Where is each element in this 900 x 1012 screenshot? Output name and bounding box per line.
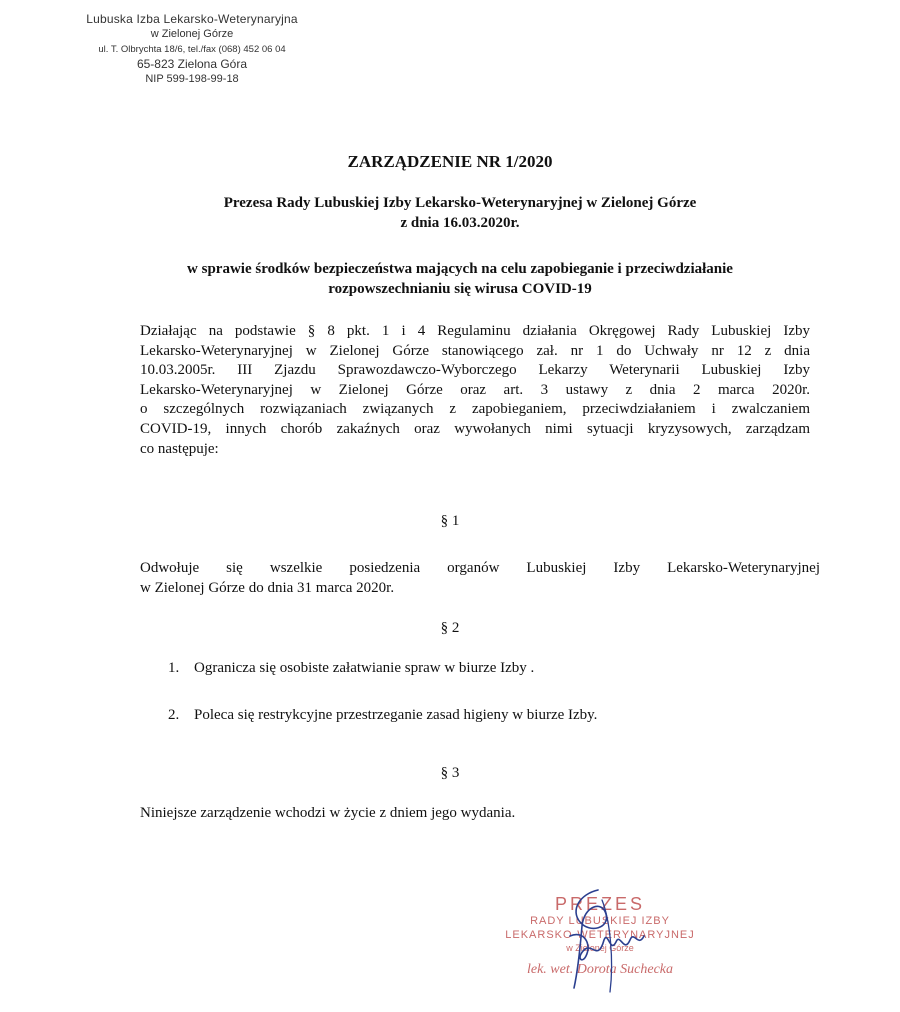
list-item-text: Ogranicza się osobiste załatwianie spraw w biurze Izby .: [194, 660, 535, 676]
stamp-signer-name: lek. wet. Dorota Suchecka: [526, 962, 674, 977]
stamp-line-3: w Zielonej Górze: [566, 943, 634, 953]
section-1-line: Odwołuje się wszelkie posiedzenia organów Lubuskiej Izby Lekarsko-Weterynaryjnej: [140, 560, 820, 576]
subtitle-issuer: Prezesa Rady Lubuskiej Izby Lekarsko-Weterynaryjnej w Zielonej Górze: [223, 195, 697, 211]
preamble-line: 10.03.2005r. III Zjazdu Sprawozdawczo-Wyborczego Lekarzy Weterynarii Lubuskiej Izby: [140, 362, 810, 379]
handwritten-signature: [540, 870, 670, 1000]
stamp-title: PREZES: [554, 894, 646, 914]
preamble-line: o szczególnych rozwiązaniach związanych z zapobieganiem, przeciwdziałaniem i zwalczaniem: [140, 401, 810, 418]
section-1-text: [140, 558, 820, 598]
signature-stroke: [602, 900, 612, 992]
document-subject: [130, 259, 790, 299]
preamble-line: Lekarsko-Weterynaryjnej w Zielonej Górze stanowiącego zał. nr 1 do Uchwały nr 12 z dnia: [140, 342, 810, 359]
stamp-line-2: LEKARSKO-WETERYNARYJNEJ: [505, 929, 695, 941]
list-number: 2.: [168, 707, 180, 723]
preamble-paragraph: [140, 322, 810, 459]
preamble-line: Działając na podstawie § 8 pkt. 1 i 4 Regulaminu działania Okręgowej Rady Lubuskiej Izby: [140, 323, 810, 339]
signature-stroke: [574, 890, 607, 988]
letterhead-stamp: [72, 12, 312, 87]
list-item-text: Poleca się restrykcyjne przestrzeganie zasad higieny w biurze Izby.: [194, 707, 598, 723]
section-3-heading: § 3: [440, 765, 460, 781]
preamble-line: co następuje:: [140, 440, 219, 457]
stamp-line-1: RADY LUBUSKIEJ IZBY: [530, 915, 670, 927]
section-2-heading: § 2: [440, 620, 460, 636]
letterhead-city: w Zielonej Górze: [150, 28, 234, 40]
preamble-line: COVID-19, innych chorób zakaźnych oraz wywołanych nimi sytuacji kryzysowych, zarządzam: [140, 420, 810, 437]
section-1-line: w Zielonej Górze do dnia 31 marca 2020r.: [140, 580, 395, 596]
section-1-heading: § 1: [440, 513, 460, 529]
document-subtitle: [130, 193, 790, 233]
preamble-line: Lekarsko-Weterynaryjnej w Zielonej Górze oraz art. 3 ustawy z dnia 2 marca 2020r.: [140, 381, 810, 398]
subtitle-date: z dnia 16.03.2020r.: [400, 215, 520, 231]
section-2-item-2: [168, 707, 597, 724]
letterhead-nip: NIP 599-198-99-18: [145, 73, 239, 85]
list-number: 1.: [168, 660, 180, 676]
letterhead-org-name: Lubuska Izba Lekarsko-Weterynaryjna: [86, 12, 298, 26]
section-2-item-1: [168, 660, 534, 677]
subject-line-2: rozpowszechnianiu się wirusa COVID-19: [328, 281, 592, 297]
letterhead-address: ul. T. Olbrychta 18/6, tel./fax (068) 452 06 04: [98, 44, 286, 55]
section-3-text: Niniejsze zarządzenie wchodzi w życie z dniem jego wydania.: [140, 805, 516, 821]
letterhead-postcode: 65-823 Zielona Góra: [136, 57, 248, 71]
subject-line-1: w sprawie środków bezpieczeństwa mających na celu zapobieganie i przeciwdziałanie: [187, 261, 733, 277]
document-title: ZARZĄDZENIE NR 1/2020: [347, 152, 553, 171]
